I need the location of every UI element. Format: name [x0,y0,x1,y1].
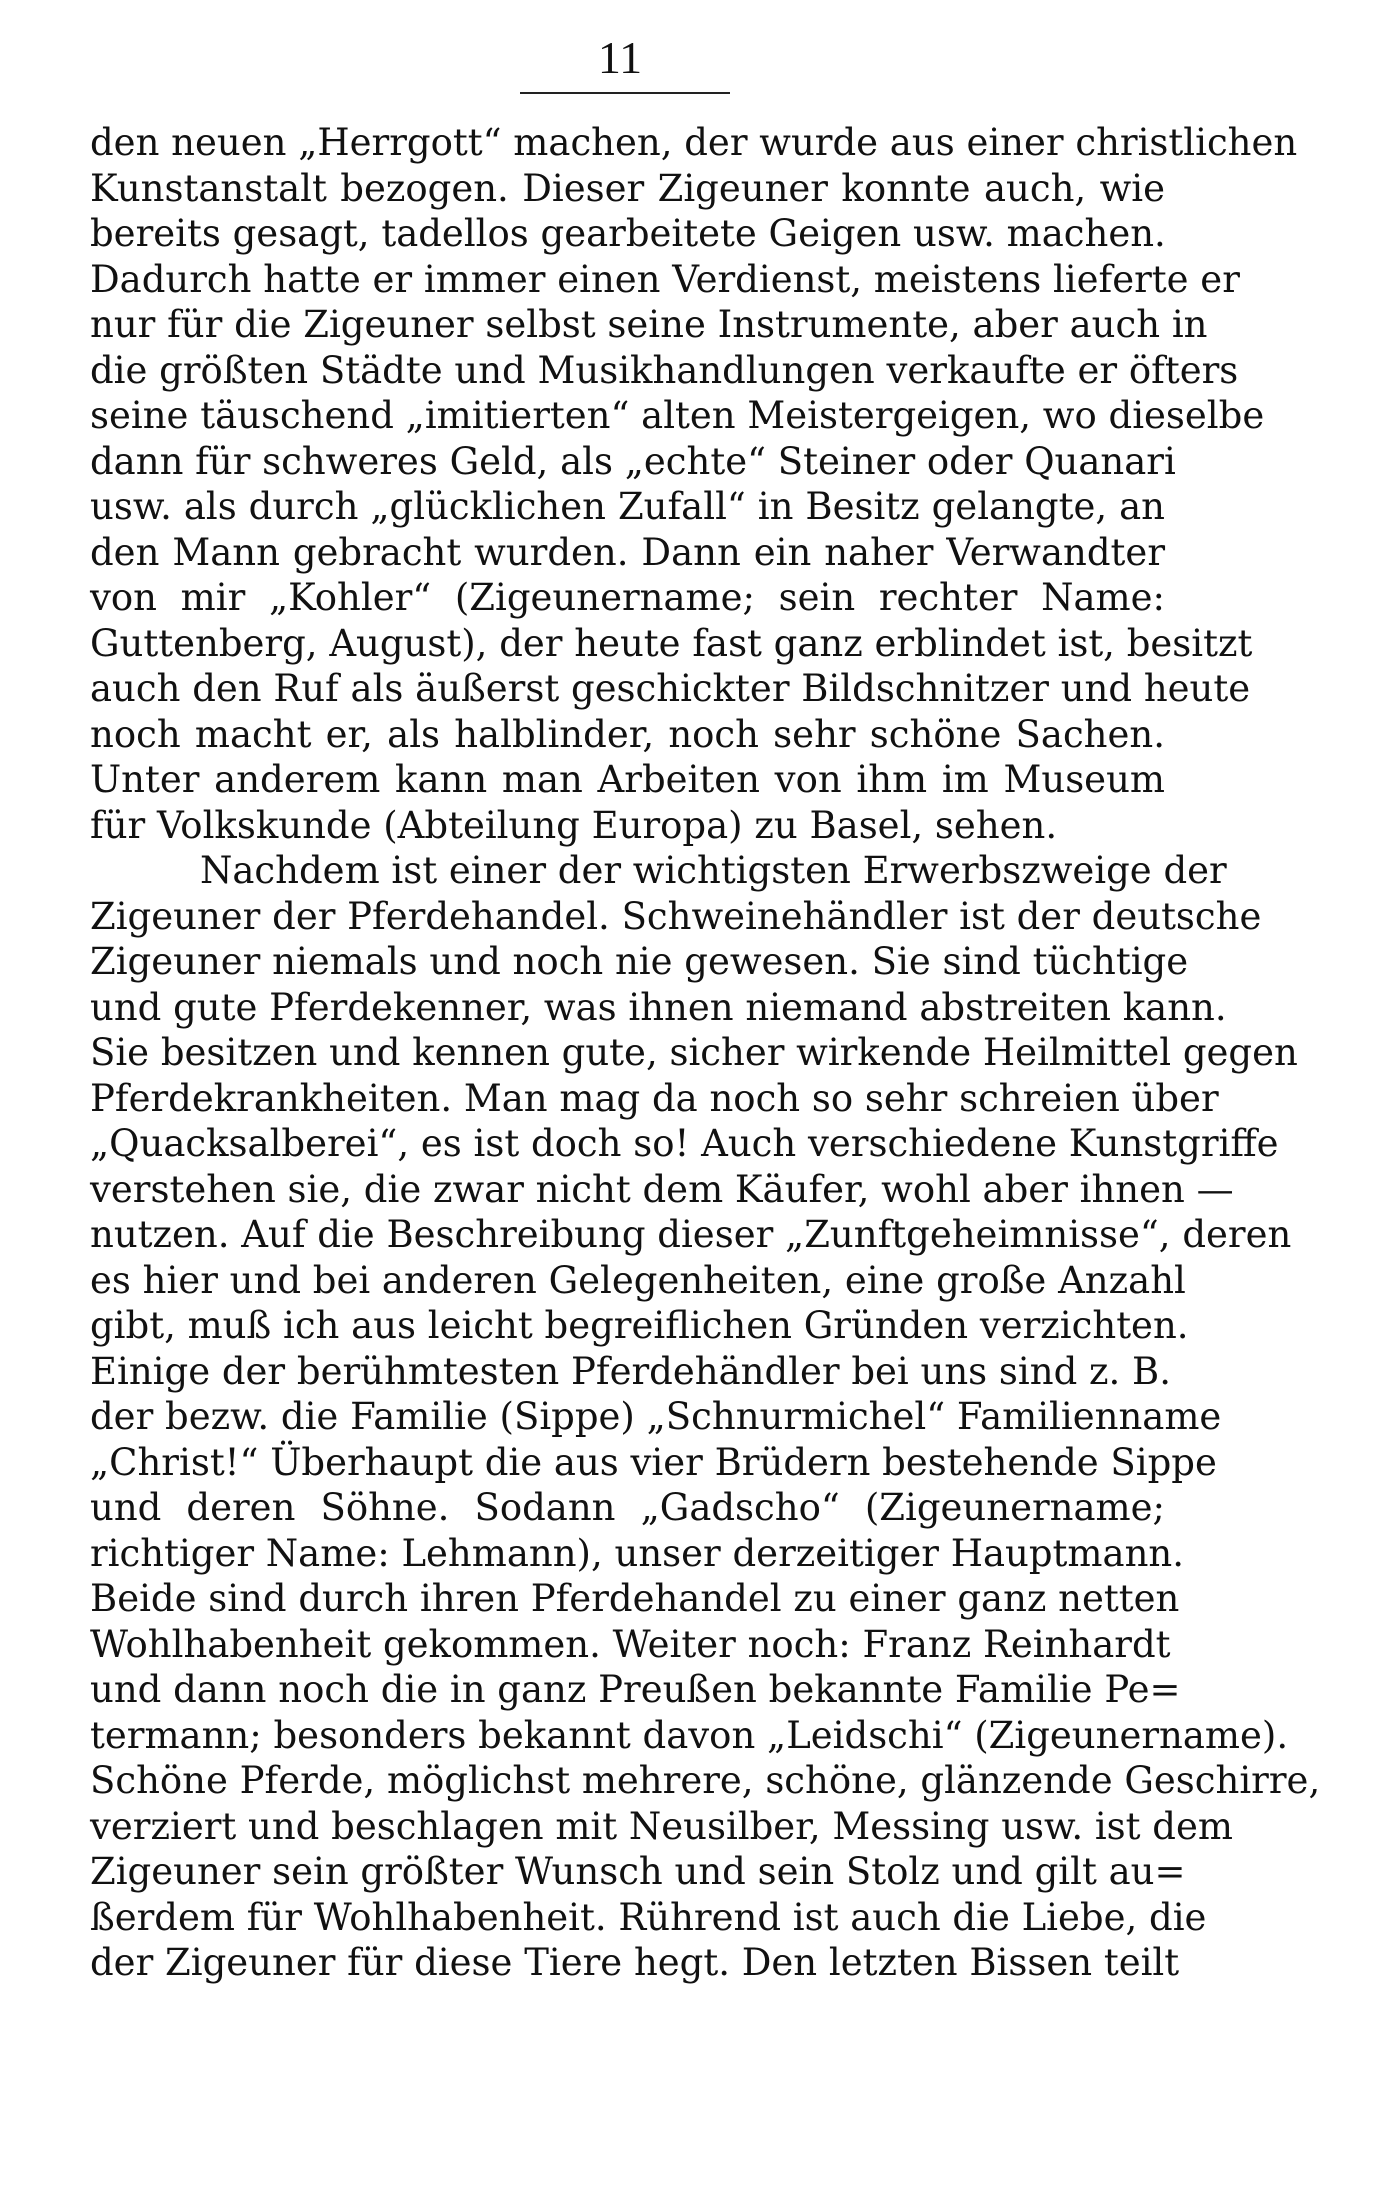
text-line: Sie besitzen und kennen gute, sicher wirkende Heilmittel gegen [90,1031,1298,1074]
text-line: den neuen „Herrgott“ machen, der wurde aus einer christlichen [90,121,1298,164]
text-line: nur für die Zigeuner selbst seine Instrumente, aber auch in [90,303,1208,346]
text-line: usw. als durch „glücklichen Zufall“ in Besitz gelangte, an [90,485,1165,528]
text-line: Einige der berühmtesten Pferdehändler bei uns sind z. B. [90,1349,1171,1393]
text-line: von mir „Kohler“ (Zigeunername; sein rechter Name: [90,576,1165,619]
text-line: gibt, muß ich aus leicht begreiflichen Gründen verzichten. [90,1304,1189,1347]
text-line: nutzen. Auf die Beschreibung dieser „Zunftgeheimnisse“, deren [90,1213,1292,1256]
text-line: seine täuschend „imitierten“ alten Meistergeigen, wo dieselbe [90,394,1265,437]
text-line: Pferdekrankheiten. Man mag da noch so sehr schreien über [90,1076,1219,1120]
text-line: Schöne Pferde, möglichst mehrere, schöne, glänzende Geschirre, [90,1759,1321,1802]
text-line: ßerdem für Wohlhabenheit. Rührend ist auch die Liebe, die [90,1895,1207,1939]
text-line: für Volkskunde (Abteilung Europa) zu Basel, sehen. [90,803,1058,847]
text-line: und dann noch die in ganz Preußen bekannte Familie Pe= [90,1668,1181,1711]
text-line: „Christ!“ Überhaupt die aus vier Brüdern bestehende Sippe [90,1440,1217,1484]
text-line: termann; besonders bekannt davon „Leidschi“ (Zigeunername). [90,1713,1289,1757]
text-line: richtiger Name: Lehmann), unser derzeitiger Hauptmann. [90,1531,1184,1575]
text-line: auch den Ruf als äußerst geschickter Bildschnitzer und heute [90,667,1251,710]
text-line: die größten Städte und Musikhandlungen verkaufte er öfters [90,348,1239,392]
text-line: Unter anderem kann man Arbeiten von ihm im Museum [90,758,1165,801]
text-line: Kunstanstalt bezogen. Dieser Zigeuner konnte auch, wie [90,166,1165,210]
page-number: 11 [597,32,643,83]
text-line: verziert und beschlagen mit Neusilber, Messing usw. ist dem [90,1804,1233,1848]
text-line: Zigeuner sein größter Wunsch und sein Stolz und gilt au= [90,1850,1186,1893]
header-rule [520,92,730,94]
text-line: Wohlhabenheit gekommen. Weiter noch: Franz Reinhardt [90,1622,1171,1666]
text-line: Zigeuner der Pferdehandel. Schweinehändler ist der deutsche [90,894,1262,938]
text-line: es hier und bei anderen Gelegenheiten, eine große Anzahl [90,1258,1186,1302]
body-text [90,120,1321,1986]
text-line: Nachdem ist einer der wichtigsten Erwerbszweige der [200,849,1227,892]
text-line: bereits gesagt, tadellos gearbeitete Geigen usw. machen. [90,212,1166,255]
text-line: der Zigeuner für diese Tiere hegt. Den letzten Bissen teilt [90,1941,1180,1984]
text-line: und gute Pferdekenner, was ihnen niemand abstreiten kann. [90,985,1227,1029]
text-line: den Mann gebracht wurden. Dann ein naher Verwandter [90,530,1165,574]
text-line: Zigeuner niemals und noch nie gewesen. Sie sind tüchtige [90,940,1189,983]
text-line: „Quacksalberei“, es ist doch so! Auch verschiedene Kunstgriffe [90,1122,1279,1165]
text-line: verstehen sie, die zwar nicht dem Käufer, wohl aber ihnen — [90,1167,1234,1211]
text-line: der bezw. die Familie (Sippe) „Schnurmichel“ Familienname [90,1395,1222,1438]
text-line: Dadurch hatte er immer einen Verdienst, meistens lieferte er [90,257,1240,301]
text-line: noch macht er, als halblinder, noch sehr schöne Sachen. [90,712,1165,756]
text-line: Guttenberg, August), der heute fast ganz erblindet ist, besitzt [90,621,1253,665]
text-line: Beide sind durch ihren Pferdehandel zu einer ganz netten [90,1577,1180,1620]
text-line: dann für schweres Geld, als „echte“ Steiner oder Quanari [90,439,1176,483]
text-line: und deren Söhne. Sodann „Gadscho“ (Zigeunername; [90,1486,1165,1529]
